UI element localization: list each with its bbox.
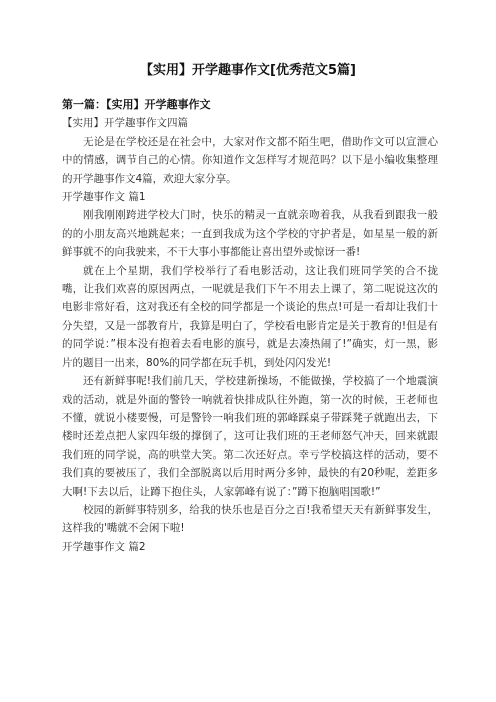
essay-paragraph: 就在上个星期，我们学校举行了看电影活动，这让我们班同学笑的合不拢嘴，让我们欢喜的原因两点，一呢就是我们下午不用去上课了，第二呢说这次的电影非常好看，这对我还有全校的同学都是一个谈论的焦点!可是一看却让我们十分失望，又是一部教育片，我算是明白了，学校看电影肯定是关于教育的!但是有的同学说：”根本没有抱着去看电影的旗号，就是去凑热闹了!”确实，灯一黑，影片的题目一出来，80%的同学都在玩手机，到处闪闪发光! [62,264,438,369]
essay-heading: 开学趣事作文 篇1 [62,191,146,204]
document-body [62,96,438,556]
essay-paragraph: 还有新鲜事呢!我们前几天，学校建新操场，不能做操，学校搞了一个地震演戏的活动，就是外面的警铃一响就着快排成队往外跑，第一次的时候，王老师也不懂，就说小楼要慢，可是警铃一响我们班的郭峰踩桌子带踩凳子就跑出去，下楼时还差点把人家四年级的撑倒了，这可让我们班的王老师怒气冲天，回来就跟我们班的同学说，高的哄堂大笑。第二次还好点。幸亏学校搞这样的活动，要不我们真的要被压了，我们全部脱离以后用时两分多钟，最快的有20秒呢，差距多大啊!下去以后，让蹲下抱住头，人家郭峰有说了：”蹲下抱脑唱国歌!” [62,375,438,498]
intro-paragraph: 无论是在学校还是在社会中，大家对作文都不陌生吧，借助作文可以宣泄心中的情感，调节自己的心情。你知道作文怎样写才规范吗？以下是小编收集整理的开学趣事作文4篇，欢迎大家分享。 [62,135,438,185]
section-subheading: 【实用】开学趣事作文四篇 [62,117,188,130]
essay-closing-paragraph: 校园的新鲜事特别多，给我的快乐也是百分之百!我希望天天有新鲜事发生，这样我的'嘴就不会闲下啦! [62,503,438,535]
essay-paragraph: 刚我刚刚跨进学校大门时，快乐的精灵一直就亲吻着我，从我看到跟我一般的的小朋友高兴地跳起来；一直到我成为这个学校的守护者是，如星星一般的新鲜事就不的向我驶来，不干大事小事都能让喜出望外或惊讶一番! [62,209,438,259]
essay-heading: 开学趣事作文 篇2 [62,540,146,553]
document-title: 【实用】开学趣事作文[优秀范文5篇] [140,63,356,78]
section-heading: 第一篇：【实用】开学趣事作文 [62,98,211,111]
